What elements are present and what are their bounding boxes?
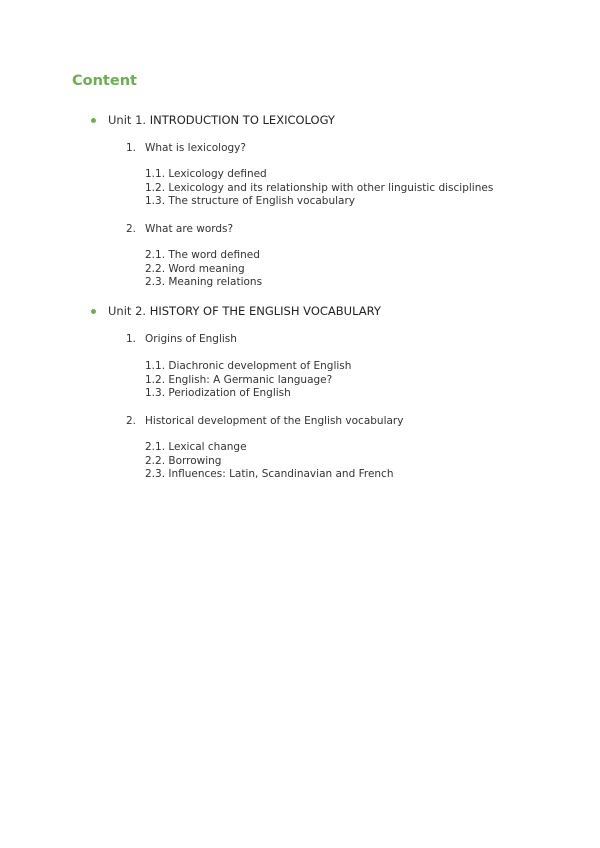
subtopic: 2.1. Lexical change bbox=[145, 441, 247, 453]
topic-label: Origins of English bbox=[145, 333, 237, 345]
unit-2-topic-2-subitems bbox=[145, 441, 394, 482]
subtopic: 2.3. Meaning relations bbox=[145, 276, 263, 289]
subtopic: 1.2. Lexicology and its relationship with other linguistic disciplines bbox=[145, 181, 494, 194]
topic-label: What are words? bbox=[145, 223, 234, 235]
bullet-icon bbox=[91, 118, 96, 123]
subtopic: 1.3. Periodization of English bbox=[145, 387, 291, 400]
topic-number: 2. bbox=[126, 415, 137, 427]
page-title: Content bbox=[72, 73, 137, 89]
subtopic: 2.2. Word meaning bbox=[145, 262, 245, 275]
bullet-icon bbox=[91, 309, 96, 314]
topic-number: 2. bbox=[126, 223, 137, 235]
unit-1-topic-1-subitems bbox=[145, 168, 493, 209]
unit-2-prefix: Unit 2. bbox=[108, 304, 147, 318]
subtopic: 1.1. Diachronic development of English bbox=[145, 360, 352, 372]
unit-1-title: INTRODUCTION TO LEXICOLOGY bbox=[149, 113, 335, 127]
subtopic: 2.1. The word defined bbox=[145, 249, 260, 261]
subtopic: 2.2. Borrowing bbox=[145, 454, 222, 467]
topic-label: What is lexicology? bbox=[145, 142, 246, 154]
topic-number: 1. bbox=[126, 333, 137, 345]
unit-2-topic-1-subitems bbox=[145, 360, 351, 401]
unit-2-title: HISTORY OF THE ENGLISH VOCABULARY bbox=[149, 304, 381, 318]
topic-number: 1. bbox=[126, 142, 137, 154]
subtopic: 1.3. The structure of English vocabulary bbox=[145, 195, 355, 208]
subtopic: 1.2. English: A Germanic language? bbox=[145, 373, 333, 386]
subtopic: 1.1. Lexicology defined bbox=[145, 168, 267, 180]
topic-label: Historical development of the English vocabulary bbox=[145, 415, 404, 427]
unit-1-topic-2-subitems bbox=[145, 249, 262, 290]
subtopic: 2.3. Influences: Latin, Scandinavian and French bbox=[145, 468, 394, 481]
unit-1-prefix: Unit 1. bbox=[108, 113, 147, 127]
